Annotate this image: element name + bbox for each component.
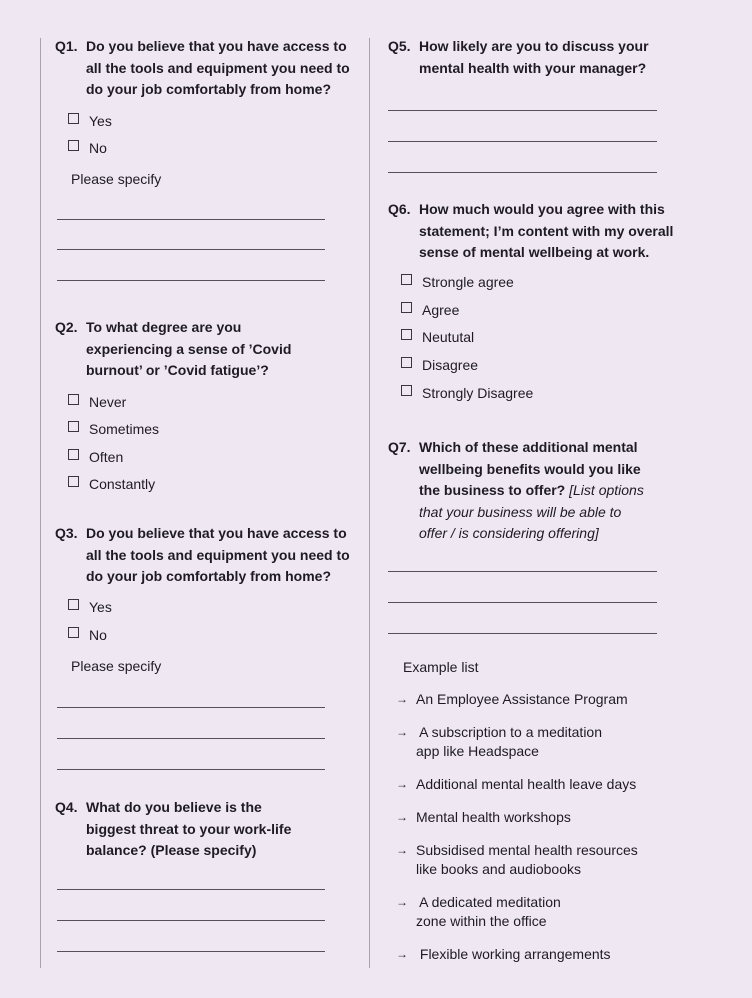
question-text: To what degree are you experiencing a sense of ’Covid burnout’ or ’Covid fatigue’? [86, 319, 292, 378]
example-list-item: → Mental health workshops [396, 809, 571, 825]
q5-answer-line[interactable] [388, 172, 657, 173]
question-text: How likely are you to discuss your mental health with your manager? [419, 38, 649, 76]
q4-answer-line[interactable] [57, 920, 325, 921]
checkbox[interactable] [401, 385, 412, 396]
question-number: Q7. [388, 439, 411, 455]
arrow-icon: → [396, 777, 408, 791]
checkbox[interactable] [68, 449, 79, 460]
q7-answer-line[interactable] [388, 571, 657, 572]
example-list-item: → A subscription to a meditation app like Headspace [396, 724, 602, 759]
question-number: Q6. [388, 201, 411, 217]
question-q3 [55, 523, 355, 588]
q7-answer-line[interactable] [388, 633, 657, 634]
checkbox[interactable] [401, 302, 412, 313]
q3-answer-line[interactable] [57, 738, 325, 739]
example-list-item: → Additional mental health leave days [396, 776, 637, 792]
question-q7 [388, 437, 688, 545]
q3-option-no[interactable]: No [68, 627, 107, 643]
q6-option-disagree[interactable]: Disagree [401, 357, 478, 373]
q4-answer-line[interactable] [57, 951, 325, 952]
arrow-icon: → [396, 725, 408, 739]
q6-option-strongly-agree[interactable]: Strongle agree [401, 274, 514, 290]
checkbox[interactable] [68, 140, 79, 151]
example-list-item: → An Employee Assistance Program [396, 691, 628, 707]
q2-option-sometimes[interactable]: Sometimes [68, 421, 159, 437]
checkbox[interactable] [68, 476, 79, 487]
q6-option-strongly-disagree[interactable]: Strongly Disagree [401, 385, 533, 401]
question-text: How much would you agree with this statement; I’m content with my overall sense of mental wellbeing at work. [419, 201, 674, 260]
question-text: Do you believe that you have access to all the tools and equipment you need to do your job comfortably from home? [86, 38, 350, 97]
q1-answer-line[interactable] [57, 219, 325, 220]
question-q1 [55, 36, 355, 101]
arrow-icon: → [396, 947, 408, 961]
arrow-icon: → [396, 895, 408, 909]
question-text: What do you believe is the biggest threat to your work-life balance? (Please specify) [86, 799, 292, 858]
q1-option-no[interactable]: No [68, 140, 107, 156]
q3-answer-line[interactable] [57, 707, 325, 708]
question-q5 [388, 36, 688, 79]
question-number: Q4. [55, 799, 78, 815]
arrow-icon: → [396, 843, 408, 857]
q5-answer-line[interactable] [388, 110, 657, 111]
left-margin-line [40, 38, 41, 968]
column-divider [369, 38, 370, 968]
checkbox[interactable] [68, 627, 79, 638]
question-text: Which of these additional mental wellbeing benefits would you like the business to offer? [List options that your business will be able to offer / is considering offering] [419, 439, 644, 541]
question-number: Q2. [55, 319, 78, 335]
q4-answer-line[interactable] [57, 889, 325, 890]
q3-answer-line[interactable] [57, 769, 325, 770]
arrow-icon: → [396, 810, 408, 824]
checkbox[interactable] [401, 357, 412, 368]
checkbox[interactable] [68, 113, 79, 124]
example-list-item: → A dedicated meditation zone within the office [396, 894, 561, 929]
checkbox[interactable] [68, 421, 79, 432]
q3-option-yes[interactable]: Yes [68, 599, 112, 615]
q1-option-yes[interactable]: Yes [68, 113, 112, 129]
q6-option-neutral[interactable]: Neututal [401, 329, 474, 345]
q1-answer-line[interactable] [57, 249, 325, 250]
arrow-icon: → [396, 692, 408, 706]
question-number: Q5. [388, 38, 411, 54]
q2-option-often[interactable]: Often [68, 449, 123, 465]
question-number: Q3. [55, 525, 78, 541]
q7-answer-line[interactable] [388, 602, 657, 603]
checkbox[interactable] [68, 599, 79, 610]
q3-specify-label: Please specify [71, 658, 162, 674]
q6-option-agree[interactable]: Agree [401, 302, 459, 318]
q5-answer-line[interactable] [388, 141, 657, 142]
q2-option-never[interactable]: Never [68, 394, 126, 410]
example-list-item: → Flexible working arrangements [396, 946, 611, 962]
checkbox[interactable] [68, 394, 79, 405]
question-q2 [55, 317, 355, 382]
example-list-item: → Subsidised mental health resources like books and audiobooks [396, 842, 638, 877]
question-text: Do you believe that you have access to all the tools and equipment you need to do your job comfortably from home? [86, 525, 350, 584]
checkbox[interactable] [401, 274, 412, 285]
q2-option-constantly[interactable]: Constantly [68, 476, 155, 492]
q1-specify-label: Please specify [71, 171, 162, 187]
example-list-label: Example list [403, 659, 479, 675]
question-q4 [55, 797, 355, 862]
question-number: Q1. [55, 38, 78, 54]
q1-answer-line[interactable] [57, 280, 325, 281]
checkbox[interactable] [401, 329, 412, 340]
question-q6 [388, 199, 688, 264]
